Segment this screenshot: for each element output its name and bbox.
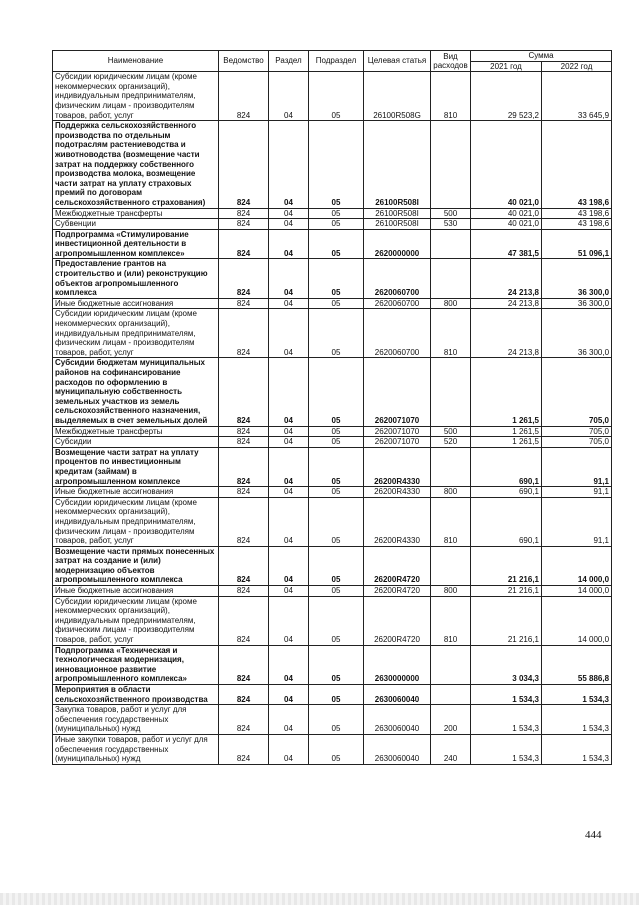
cell-target-article: 2620000000 <box>364 229 431 259</box>
cell-name: Субсидии бюджетам муниципальных районов на софинансирование расходов по оформлению в муниципальную собственность земельных участков из земель сельскохозяйственного назначения, выделяемых в счет земельных долей <box>53 358 219 426</box>
cell-razdel: 04 <box>269 685 309 705</box>
cell-name: Субсидии юридическим лицам (кроме некоммерческих организаций), индивидуальным предпринимателям, физическим лицам - производителям товаров, работ, услуг <box>53 309 219 358</box>
cell-sum-2021: 21 216,1 <box>471 586 542 597</box>
cell-razdel: 04 <box>269 487 309 498</box>
cell-podrazdel: 05 <box>309 208 364 219</box>
cell-razdel: 04 <box>269 426 309 437</box>
cell-sum-2021: 1 261,5 <box>471 426 542 437</box>
cell-sum-2022: 91,1 <box>542 447 612 486</box>
cell-vedomstvo: 824 <box>219 734 269 764</box>
cell-vedomstvo: 824 <box>219 298 269 309</box>
cell-vedomstvo: 824 <box>219 487 269 498</box>
cell-razdel: 04 <box>269 734 309 764</box>
cell-vedomstvo: 824 <box>219 358 269 426</box>
cell-sum-2021: 24 213,8 <box>471 309 542 358</box>
cell-podrazdel: 05 <box>309 121 364 208</box>
cell-sum-2021: 29 523,2 <box>471 72 542 121</box>
cell-vedomstvo: 824 <box>219 121 269 208</box>
cell-name: Субвенции <box>53 219 219 230</box>
cell-vedomstvo: 824 <box>219 645 269 684</box>
cell-expense-type: 530 <box>431 219 471 230</box>
cell-expense-type: 520 <box>431 437 471 448</box>
cell-razdel: 04 <box>269 447 309 486</box>
header-year-2021: 2021 год <box>471 61 542 72</box>
cell-target-article: 2630060040 <box>364 734 431 764</box>
table-row <box>53 447 612 486</box>
cell-podrazdel: 05 <box>309 309 364 358</box>
cell-vedomstvo: 824 <box>219 229 269 259</box>
cell-expense-type: 240 <box>431 734 471 764</box>
cell-target-article: 2620060700 <box>364 259 431 298</box>
cell-name: Возмещение части прямых понесенных затрат на создание и (или) модернизацию объектов агропромышленного комплекса <box>53 546 219 585</box>
cell-name: Возмещение части затрат на уплату процентов по инвестиционным кредитам (займам) в агропромышленном комплексе <box>53 447 219 486</box>
cell-vedomstvo: 824 <box>219 497 269 546</box>
cell-podrazdel: 05 <box>309 219 364 230</box>
cell-sum-2021: 40 021,0 <box>471 219 542 230</box>
cell-sum-2021: 690,1 <box>471 447 542 486</box>
cell-name: Иные бюджетные ассигнования <box>53 298 219 309</box>
cell-name: Иные закупки товаров, работ и услуг для обеспечения государственных (муниципальных) нужд <box>53 734 219 764</box>
cell-sum-2021: 1 534,3 <box>471 685 542 705</box>
cell-sum-2021: 1 534,3 <box>471 734 542 764</box>
header-razdel: Раздел <box>269 51 309 72</box>
cell-podrazdel: 05 <box>309 596 364 645</box>
cell-expense-type: 800 <box>431 487 471 498</box>
table-row <box>53 685 612 705</box>
cell-podrazdel: 05 <box>309 72 364 121</box>
cell-sum-2022: 36 300,0 <box>542 298 612 309</box>
cell-sum-2022: 43 198,6 <box>542 121 612 208</box>
cell-sum-2022: 1 534,3 <box>542 734 612 764</box>
cell-razdel: 04 <box>269 546 309 585</box>
cell-sum-2021: 1 534,3 <box>471 705 542 735</box>
cell-vedomstvo: 824 <box>219 705 269 735</box>
table-row <box>53 72 612 121</box>
table-row <box>53 546 612 585</box>
cell-podrazdel: 05 <box>309 546 364 585</box>
cell-podrazdel: 05 <box>309 229 364 259</box>
table-row <box>53 426 612 437</box>
cell-sum-2021: 40 021,0 <box>471 208 542 219</box>
cell-expense-type: 200 <box>431 705 471 735</box>
cell-name: Субсидии юридическим лицам (кроме некоммерческих организаций), индивидуальным предпринимателям, физическим лицам - производителям товаров, работ, услуг <box>53 497 219 546</box>
cell-razdel: 04 <box>269 586 309 597</box>
cell-vedomstvo: 824 <box>219 309 269 358</box>
cell-sum-2021: 40 021,0 <box>471 121 542 208</box>
cell-podrazdel: 05 <box>309 358 364 426</box>
cell-expense-type <box>431 685 471 705</box>
cell-sum-2022: 36 300,0 <box>542 259 612 298</box>
cell-sum-2021: 1 261,5 <box>471 437 542 448</box>
table-row <box>53 229 612 259</box>
cell-podrazdel: 05 <box>309 298 364 309</box>
cell-podrazdel: 05 <box>309 586 364 597</box>
table-row <box>53 259 612 298</box>
cell-vedomstvo: 824 <box>219 259 269 298</box>
cell-expense-type <box>431 358 471 426</box>
cell-name: Поддержка сельскохозяйственного производства по отдельным подотраслям растениеводства и животноводства (возмещение части затрат на поддержку собственного производства молока, возмещение части затрат на уплату страховых премий по договорам сельскохозяйственного страхования) <box>53 121 219 208</box>
table-row <box>53 309 612 358</box>
cell-sum-2022: 14 000,0 <box>542 586 612 597</box>
cell-expense-type: 810 <box>431 309 471 358</box>
cell-expense-type <box>431 546 471 585</box>
cell-sum-2022: 55 886,8 <box>542 645 612 684</box>
cell-name: Межбюджетные трансферты <box>53 208 219 219</box>
cell-podrazdel: 05 <box>309 705 364 735</box>
cell-razdel: 04 <box>269 437 309 448</box>
cell-expense-type <box>431 229 471 259</box>
cell-sum-2022: 1 534,3 <box>542 705 612 735</box>
table-row <box>53 219 612 230</box>
cell-vedomstvo: 824 <box>219 596 269 645</box>
cell-podrazdel: 05 <box>309 645 364 684</box>
cell-expense-type: 500 <box>431 426 471 437</box>
header-target-article: Целевая статья <box>364 51 431 72</box>
cell-name: Подпрограмма «Техническая и технологическая модернизация, инновационное развитие агропромышленного комплекса» <box>53 645 219 684</box>
cell-sum-2022: 43 198,6 <box>542 208 612 219</box>
cell-sum-2022: 33 645,9 <box>542 72 612 121</box>
cell-podrazdel: 05 <box>309 734 364 764</box>
cell-sum-2021: 47 381,5 <box>471 229 542 259</box>
cell-razdel: 04 <box>269 358 309 426</box>
budget-table <box>52 50 612 765</box>
cell-expense-type: 810 <box>431 596 471 645</box>
cell-sum-2022: 705,0 <box>542 358 612 426</box>
table-row <box>53 586 612 597</box>
cell-sum-2021: 21 216,1 <box>471 596 542 645</box>
cell-target-article: 26200R4330 <box>364 497 431 546</box>
cell-sum-2022: 51 096,1 <box>542 229 612 259</box>
cell-expense-type: 810 <box>431 497 471 546</box>
cell-podrazdel: 05 <box>309 447 364 486</box>
cell-target-article: 2630000000 <box>364 645 431 684</box>
table-row <box>53 437 612 448</box>
cell-sum-2021: 1 261,5 <box>471 358 542 426</box>
cell-name: Закупка товаров, работ и услуг для обеспечения государственных (муниципальных) нужд <box>53 705 219 735</box>
cell-target-article: 26200R4720 <box>364 546 431 585</box>
cell-razdel: 04 <box>269 219 309 230</box>
cell-razdel: 04 <box>269 208 309 219</box>
cell-sum-2021: 24 213,8 <box>471 298 542 309</box>
cell-podrazdel: 05 <box>309 259 364 298</box>
header-podrazdel: Подраздел <box>309 51 364 72</box>
cell-target-article: 26200R4720 <box>364 586 431 597</box>
cell-target-article: 26100R508I <box>364 121 431 208</box>
cell-razdel: 04 <box>269 121 309 208</box>
cell-name: Подпрограмма «Стимулирование инвестиционной деятельности в агропромышленном комплексе» <box>53 229 219 259</box>
header-sum: Сумма <box>471 51 612 62</box>
header-name: Наименование <box>53 51 219 72</box>
cell-podrazdel: 05 <box>309 437 364 448</box>
cell-target-article: 2620071070 <box>364 437 431 448</box>
page-number: 444 <box>585 829 602 841</box>
table-row <box>53 487 612 498</box>
cell-vedomstvo: 824 <box>219 685 269 705</box>
cell-target-article: 26200R4330 <box>364 447 431 486</box>
table-row <box>53 298 612 309</box>
cell-sum-2022: 91,1 <box>542 487 612 498</box>
table-row <box>53 645 612 684</box>
cell-sum-2021: 24 213,8 <box>471 259 542 298</box>
cell-razdel: 04 <box>269 259 309 298</box>
cell-target-article: 26200R4330 <box>364 487 431 498</box>
cell-name: Субсидии <box>53 437 219 448</box>
cell-name: Межбюджетные трансферты <box>53 426 219 437</box>
budget-table-sheet <box>52 50 611 765</box>
cell-sum-2022: 91,1 <box>542 497 612 546</box>
header-year-2022: 2022 год <box>542 61 612 72</box>
scan-footer-strip <box>0 893 639 905</box>
cell-razdel: 04 <box>269 596 309 645</box>
table-body <box>53 72 612 765</box>
cell-razdel: 04 <box>269 645 309 684</box>
cell-podrazdel: 05 <box>309 426 364 437</box>
cell-expense-type <box>431 121 471 208</box>
table-row <box>53 734 612 764</box>
cell-sum-2021: 690,1 <box>471 497 542 546</box>
cell-razdel: 04 <box>269 298 309 309</box>
header-vedomstvo: Ведомство <box>219 51 269 72</box>
cell-razdel: 04 <box>269 229 309 259</box>
cell-name: Предоставление грантов на строительство и (или) реконструкцию объектов агропромышленного комплекса <box>53 259 219 298</box>
table-row <box>53 705 612 735</box>
cell-vedomstvo: 824 <box>219 72 269 121</box>
cell-name: Субсидии юридическим лицам (кроме некоммерческих организаций), индивидуальным предпринимателям, физическим лицам - производителям товаров, работ, услуг <box>53 72 219 121</box>
cell-sum-2022: 705,0 <box>542 437 612 448</box>
cell-name: Субсидии юридическим лицам (кроме некоммерческих организаций), индивидуальным предпринимателям, физическим лицам - производителям товаров, работ, услуг <box>53 596 219 645</box>
cell-sum-2021: 21 216,1 <box>471 546 542 585</box>
cell-target-article: 2620071070 <box>364 358 431 426</box>
cell-vedomstvo: 824 <box>219 447 269 486</box>
table-row <box>53 121 612 208</box>
cell-sum-2022: 14 000,0 <box>542 546 612 585</box>
cell-vedomstvo: 824 <box>219 208 269 219</box>
cell-sum-2022: 43 198,6 <box>542 219 612 230</box>
cell-vedomstvo: 824 <box>219 219 269 230</box>
cell-podrazdel: 05 <box>309 497 364 546</box>
cell-expense-type <box>431 259 471 298</box>
cell-name: Иные бюджетные ассигнования <box>53 586 219 597</box>
cell-vedomstvo: 824 <box>219 437 269 448</box>
table-row <box>53 208 612 219</box>
cell-sum-2022: 14 000,0 <box>542 596 612 645</box>
cell-target-article: 26200R4720 <box>364 596 431 645</box>
cell-expense-type <box>431 645 471 684</box>
cell-target-article: 26100R508G <box>364 72 431 121</box>
cell-expense-type: 810 <box>431 72 471 121</box>
table-row <box>53 596 612 645</box>
cell-target-article: 2630060040 <box>364 705 431 735</box>
cell-expense-type: 800 <box>431 586 471 597</box>
cell-sum-2022: 1 534,3 <box>542 685 612 705</box>
cell-razdel: 04 <box>269 72 309 121</box>
cell-target-article: 2620071070 <box>364 426 431 437</box>
cell-name: Иные бюджетные ассигнования <box>53 487 219 498</box>
cell-sum-2022: 36 300,0 <box>542 309 612 358</box>
cell-vedomstvo: 824 <box>219 546 269 585</box>
cell-target-article: 2630060040 <box>364 685 431 705</box>
cell-razdel: 04 <box>269 705 309 735</box>
cell-expense-type <box>431 447 471 486</box>
table-row <box>53 497 612 546</box>
cell-razdel: 04 <box>269 497 309 546</box>
cell-target-article: 2620060700 <box>364 309 431 358</box>
cell-expense-type: 500 <box>431 208 471 219</box>
cell-expense-type: 800 <box>431 298 471 309</box>
header-expense-type: Вид расходов <box>431 51 471 72</box>
cell-podrazdel: 05 <box>309 487 364 498</box>
cell-sum-2021: 690,1 <box>471 487 542 498</box>
cell-podrazdel: 05 <box>309 685 364 705</box>
cell-name: Мероприятия в области сельскохозяйственного производства <box>53 685 219 705</box>
cell-sum-2022: 705,0 <box>542 426 612 437</box>
cell-target-article: 26100R508I <box>364 219 431 230</box>
cell-razdel: 04 <box>269 309 309 358</box>
cell-target-article: 26100R508I <box>364 208 431 219</box>
cell-vedomstvo: 824 <box>219 426 269 437</box>
cell-vedomstvo: 824 <box>219 586 269 597</box>
cell-sum-2021: 3 034,3 <box>471 645 542 684</box>
cell-target-article: 2620060700 <box>364 298 431 309</box>
table-row <box>53 358 612 426</box>
